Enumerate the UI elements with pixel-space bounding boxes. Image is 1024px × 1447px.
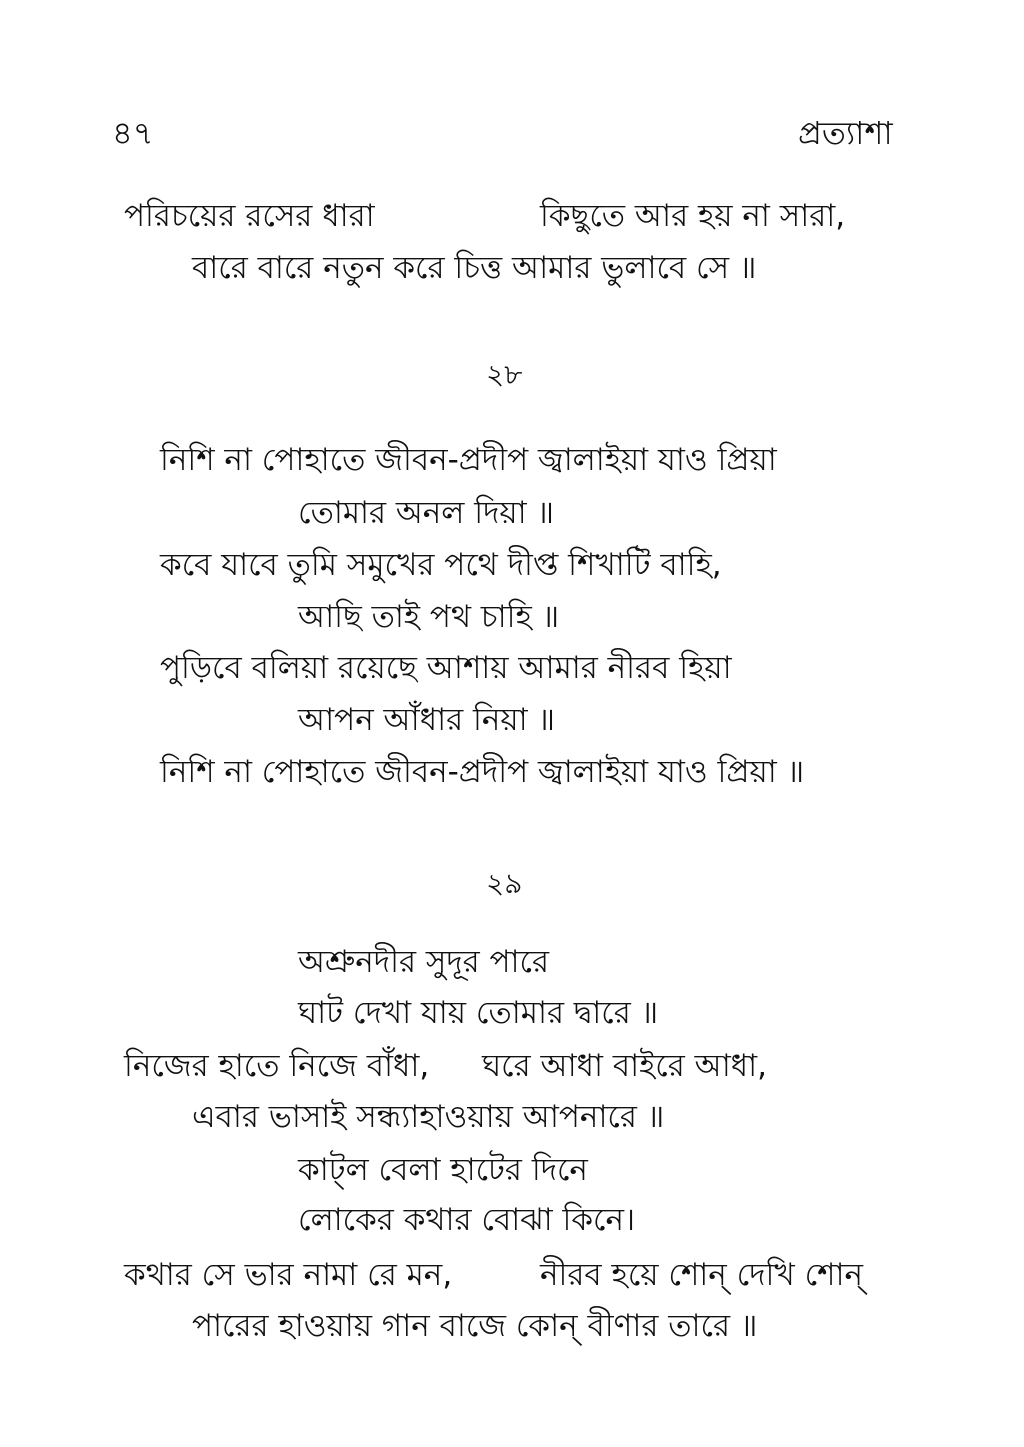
song28-line-1: নিশি না পোহাতে জীবন-প্রদীপ জ্বালাইয়া যাও প্রিয়া [160,442,777,478]
song29-line-3a: নিজের হাতে নিজে বাঁধা, [124,1048,430,1084]
song29-line-8: পারের হাওয়ায় গান বাজে কোন্‌ বীণার তারে ॥ [192,1308,758,1344]
page-number: ৪৭ [112,114,154,152]
song29-line-3b: ঘরে আধা বাইরে আধা, [482,1048,767,1084]
song28-line-5: পুড়িবে বলিয়া রয়েছে আশায় আমার নীরব হিয়া [160,650,732,686]
song28-line-7: নিশি না পোহাতে জীবন-প্রদীপ জ্বালাইয়া যাও প্রিয়া ॥ [160,754,805,790]
song29-line-5: কাট্‌ল বেলা হাটের দিনে [298,1152,588,1188]
song29-line-1: অশ্রুনদীর সুদূর পারে [298,944,550,980]
song29-line-7b: নীরব হয়ে শোন্‌ দেখি শোন্‌ [540,1257,864,1293]
song-number-28: ২৮ [486,358,523,391]
song29-line-4: এবার ভাসাই সন্ধ্যাহাওয়ায় আপনারে ॥ [192,1099,665,1135]
song28-line-6: আপন আঁধার নিয়া ॥ [298,702,556,738]
song-number-29: ২৯ [486,867,523,900]
intro-line-2: বারে বারে নতুন করে চিত্ত আমার ভুলাবে সে ॥ [192,250,757,286]
song29-line-7a: কথার সে ভার নামা রে মন, [124,1257,453,1293]
intro-line-1b: কিছুতে আর হয় না সারা, [540,198,846,234]
song28-line-2: তোমার অনল দিয়া ॥ [298,495,555,531]
page-title: প্রত্যাশা [798,114,893,152]
song28-line-3: কবে যাবে তুমি সমুখের পথে দীপ্ত শিখাটি বাহি, [160,547,722,583]
song29-line-2: ঘাট দেখা যায় তোমার দ্বারে ॥ [298,995,659,1031]
song29-line-6: লোকের কথার বোঝা কিনে। [298,1202,636,1238]
song28-line-4: আছি তাই পথ চাহি ॥ [298,599,560,635]
intro-line-1a: পরিচয়ের রসের ধারা [124,198,375,234]
